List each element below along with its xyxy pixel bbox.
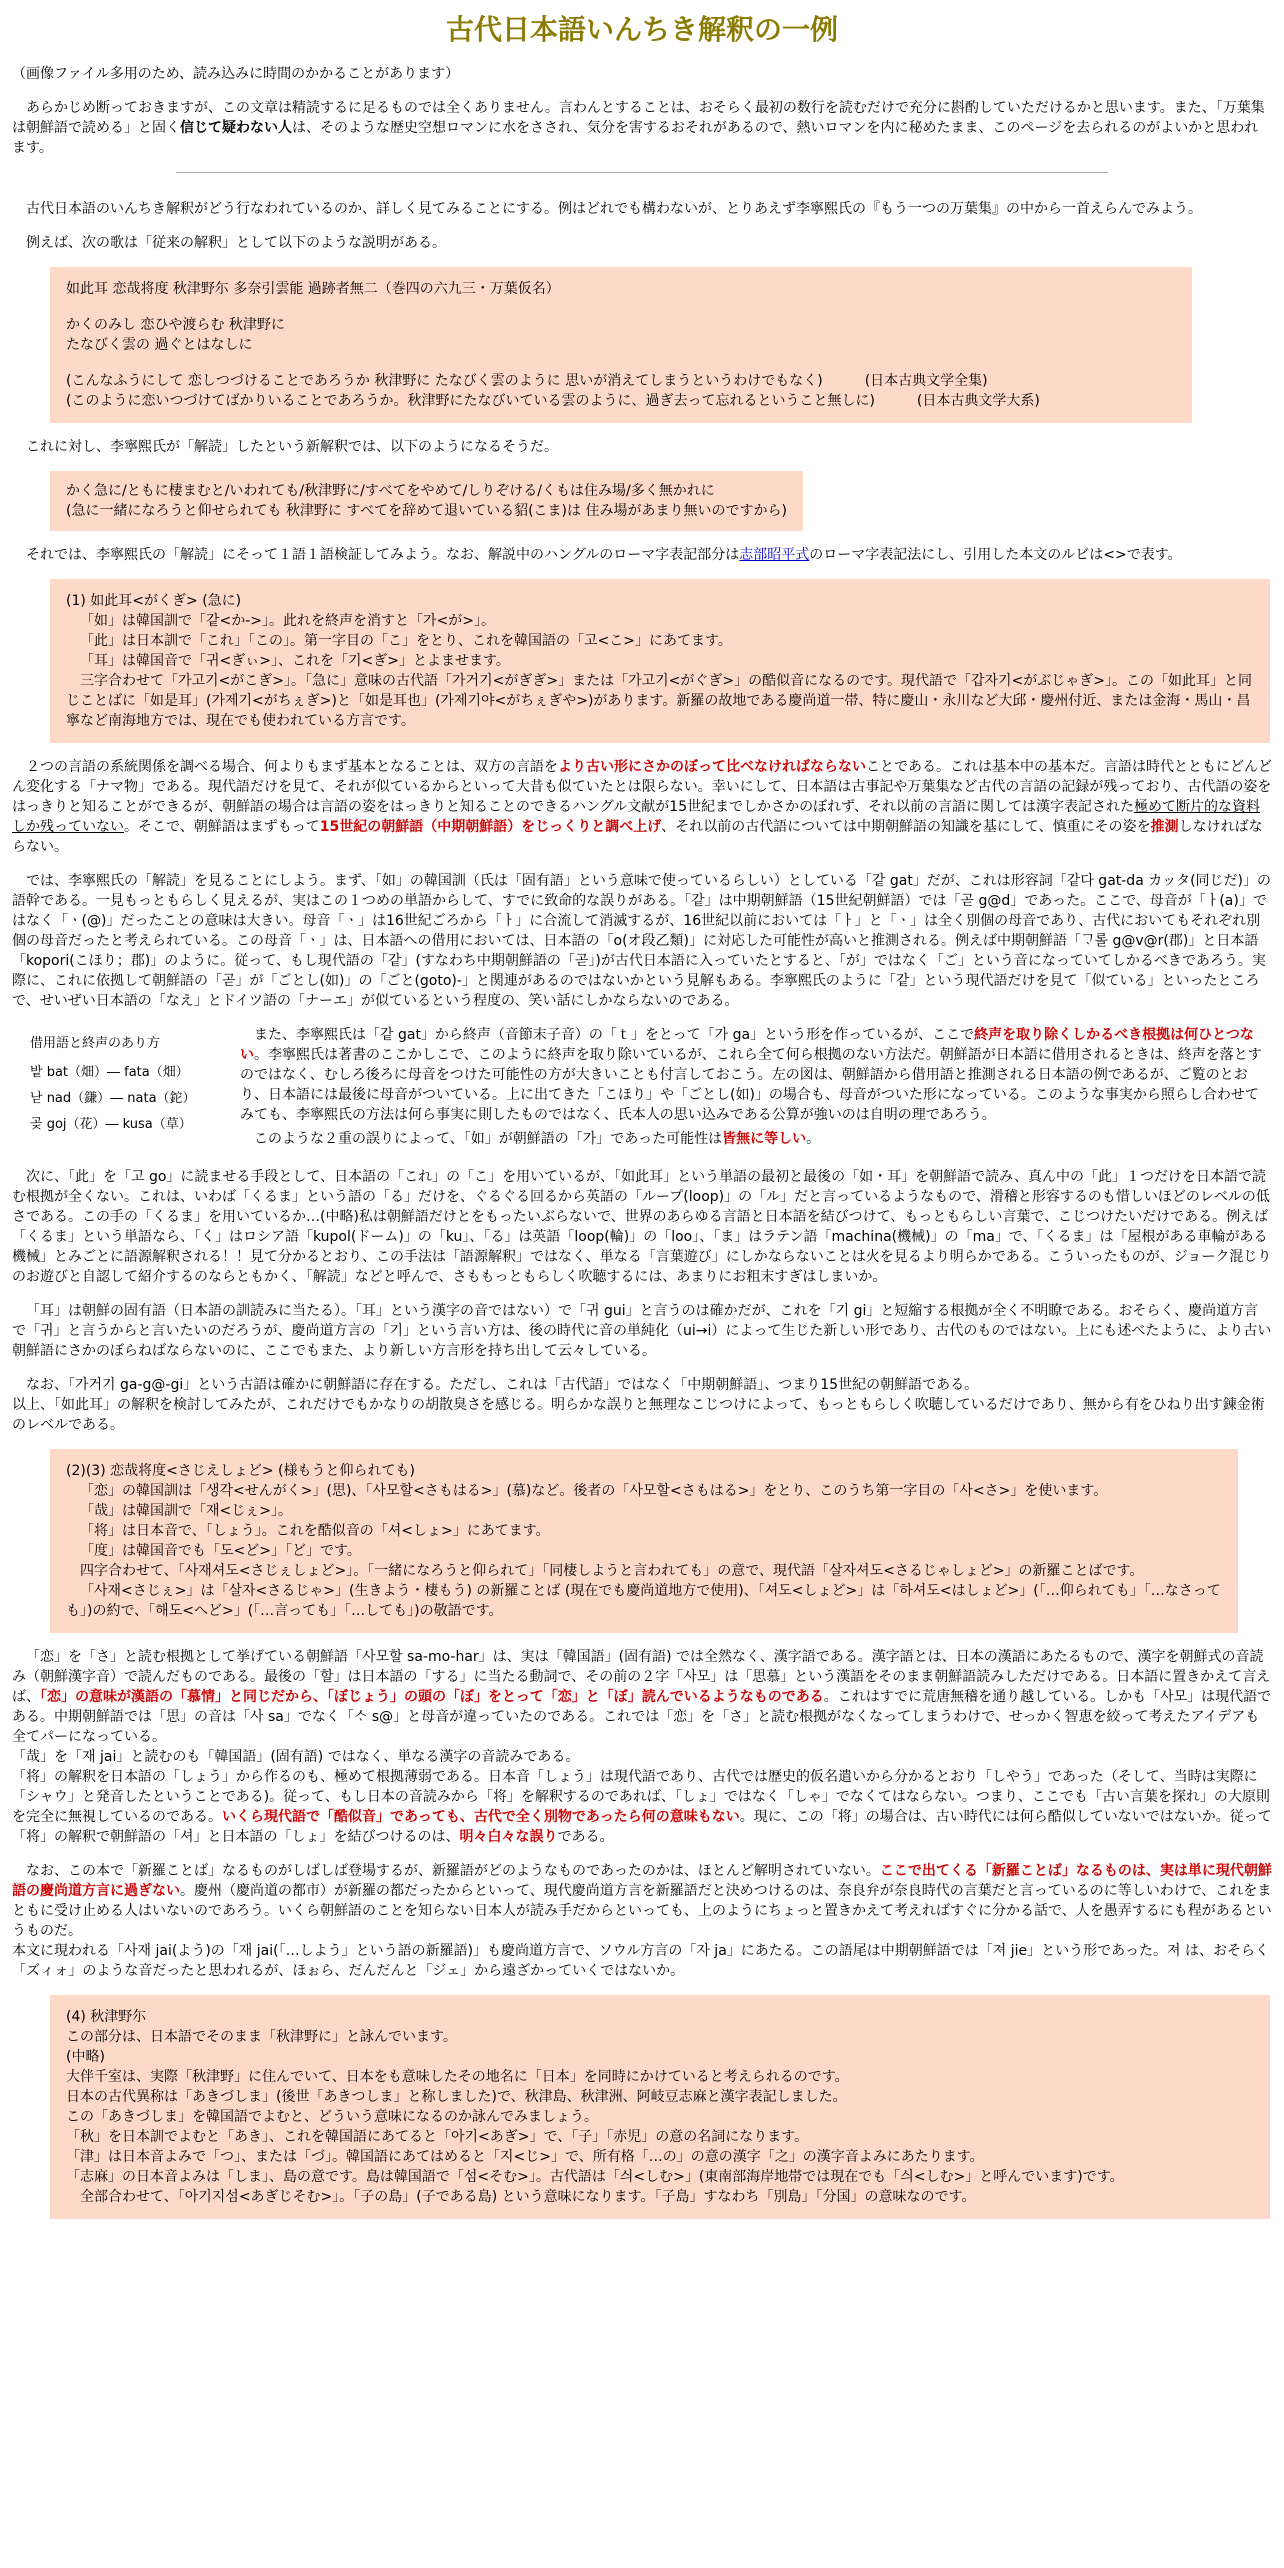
quote-box-new: かく急に/ともに棲まむと/いわれても/秋津野に/すべてをやめて/しりぞける/くもは住み場/多く無かれに (急に一緒になろうと仰せられても 秋津野に すべてを辞めて退いている貂(こま)は 住み場があまり無いのですから) — [50, 471, 803, 531]
paragraph-kore: 次に、「此」を「고 go」に読ませる手段として、日本語の「これ」の「こ」を用いているが、「如此耳」という単語の最初と最後の「如・耳」を朝鮮語で読み、真ん中の「此」１つだけを日本語で読む根拠が全くない。これは、いわば「くるま」という語の「る」だけを、ぐるぐる回るから英語の「ループ(loop)」の「ル」だと言っているようなもので、滑稽と形容するのも惜しいほどのレベルの低さである。この手の「くるま」を用いているか…(中略)私は朝鮮語だけとをもったいぶらないで、世界のあらゆる言語と日本語を結びつけて、もっともらしい言葉で、こじつけたいだけである。例えば「くるま」という単語なら、「く」はロシア語「kupol(ドーム)」の「ku」、「る」は英語「loop(輪)」の「loo」、「ま」はラテン語「machina(機械)」の「ma」で、「くるま」は「屋根がある車輪がある機械」とみごとに語源解釈される！！見て分かるとおり、この手法は「語源解釈」ではなく、単なる「言葉遊び」にしかならないことは火を見るより明らかである。こういったものが、ジョーク混じりのお遊びと自認して紹介するのならともかく、「解読」などと呼んで、さももっともらしく吹聴するには、あまりにお粗末すぎはしまいか。 — [12, 1169, 1272, 1285]
loanword-text: また、李寧熙氏は「같 gat」から終声（音節末子音）の「ｔ」をとって「가 ga」という形を作っているが、ここで終声を取り除くしかるべき根拠は何ひとつない。李寧熙氏は著書のここかしこで、このように終声を取り除いているが、これら全て何ら根拠のない方法だ。朝鮮語が日本語に借用されるときは、終声を落とすのではなく、むしろ後ろに母音をつけた可能性の方が大きいことも付言しておこう。左の図は、朝鮮語から借用語と推測される日本語の例であるが、ご覧のとおり、日本語には最後に母音がついている。上に出てきた「こほり」や「ごとし(如)」の場合も、母音がついた形になっている。このような事実から照らし合わせてみても、李寧熙氏の方法は何ら事実に則したものではなく、氏本人の思い込みである公算が強いのは自明の理であろう。 このような２重の誤りによって、「如」が朝鮮語の「가」であった可能性は皆無に等しい。 — [240, 1027, 1262, 1147]
table-row: 밭 bat（畑）― fata（畑） — [30, 1065, 189, 1080]
intro-paragraph: あらかじめ断っておきますが、この文章は精読するに足るものでは全くありません。言わんとすることは、おそらく最初の数行を読むだけで充分に斟酌していただけるかと思います。また、「万葉集は朝鮮語で読める」と固く信じて疑わない人は、そのような歴史空想ロマンに水をさされ、気分を害するおそれがあるので、熱いロマンを内に秘めたまま、このページを去られるのがよいかと思われます。 — [12, 100, 1265, 156]
paragraph-choose-poem: 古代日本語のいんちき解釈がどう行なわれているのか、詳しく見てみることにする。例はどれでも構わないが、とりあえず李寧熙氏の『もう一つの万葉集』の中から一首えらんでみよう。 — [26, 201, 1202, 217]
paragraph-summary-1: なお、「가거기 ga-g@-gi」という古語は確かに朝鮮語に存在する。ただし、これは「古代語」ではなく「中期朝鮮語」、つまり15世紀の朝鮮語である。 以上、「如此耳」の解釈を検討してみたが、これだけでもかなりの胡散臭さを感じる。明らかな誤りと無理なこじつけによって、もっともらしく吹聴しているだけであり、無から有をひねり出す錬金術のレベルである。 — [12, 1377, 1265, 1433]
romanization-link[interactable]: 志部昭平式 — [739, 547, 810, 563]
paragraph-mimi: 「耳」は朝鮮の固有語（日本語の訓読みに当たる）。「耳」という漢字の音ではない）で「귀 gui」と言うのは確かだが、これを「기 gi」と短縮する根拠が全く不明瞭である。おそらく、慶尚道方言で「귀」と言うからと言いたいのだろうが、慶尚道方言の「기」という言い方は、後の時代に音の単純化（ui→i）によって生じた新しい形であり、古代のものではない。上にも述べたように、より古い朝鮮語にさかのぼらねばならないのに、ここでもまた、より新しい方言形を持ち出して云々している。 — [12, 1303, 1272, 1359]
paragraph-traditional: 例えば、次の歌は「従来の解釈」として以下のような説明がある。 — [26, 235, 446, 251]
loanword-section — [12, 1025, 1272, 1153]
paragraph-new-interpretation: これに対し、李寧熙氏が「解読」したという新解釈では、以下のようになるそうだ。 — [26, 439, 558, 455]
paragraph-silla: なお、この本で「新羅ことば」なるものがしばしば登場するが、新羅語がどのようなものであったのかは、ほとんど解明されていない。ここで出てくる「新羅ことば」なるものは、実は単に現代朝鮮語の慶尚道方言に過ぎない。慶州（慶尚道の都市）が新羅の都だったからといって、現代慶尚道方言を新羅語だと決めつけるのは、奈良弁が奈良時代の言葉だと言っているのに等しいわけで、これをまともに受け止める人はいないのであろう。いくら朝鮮語のことを知らない日本人が読み手だからといっても、上のようにちょっと置きかえて考えればすぐに分かる話で、人を愚弄するにも程があるというものだ。 本文に現われる「사재 jai(よう)の「재 jai(「…しよう」という語の新羅語)」も慶尚道方言で、ソウル方言の「자 ja」にあたる。この語尾は中期朝鮮語では「져 jie」という形であった。져 は、おそらく「ズィォ」のような音だったと思われるが、ほぉら、だんだんと「ジェ」から遠ざかっていくではないか。 — [12, 1863, 1272, 1979]
paragraph-koi: 「恋」を「さ」と読む根拠として挙げている朝鮮語「사모할 sa-mo-har」は、実は「韓国語」(固有語) では全然なく、漢字語である。漢字語とは、日本の漢語にあたるもので、漢字を朝鮮式の音読み（朝鮮漢字音）で読んだものである。最後の「할」は日本語の「する」に当たる動詞で、その前の２字「사모」は「思慕」という漢語をそのまま朝鮮語読みしただけである。日本語に置きかえて言えば、「恋」の意味が漢語の「慕情」と同じだから、「ぼじょう」の頭の「ぼ」をとって「恋」と「ぼ」読んでいるようなものである。これはすでに荒唐無稽を通り越している。しかも「사모」は現代語である。中期朝鮮語では「思」の音は「사 sa」でなく「ᄉᆞ s@」と母音が違っていたのである。これでは「恋」を「さ」と読む根拠がなくなってしまうわけで、せっかく智恵を絞って考えたアイデアも全てパーになっている。 「哉」を「재 jai」と読むのも「韓国語」(固有語) ではなく、単なる漢字の音読みである。 「将」の解釈を日本語の「しょう」から作るのも、極めて根拠薄弱である。日本音「しょう」は現代語であり、古代では歴史的仮名遣いから分かるとおり「しやう」であった（そして、当時は実際に「シャウ」と発音したということである)。従って、もし日本の音読みから「将」を解釈するのであれば、「しょ」ではなく「しゃ」でなくてはならない。つまり、ここでも「古い言葉を探れ」の大原則を完全に無視しているのである。いくら現代語で「酷似音」であっても、古代で全く別物であったら何の意味もない。現に、この「将」の場合は、古い時代には何ら酷似していないではないか。従って「将」の解釈で朝鮮語の「셔」と日本語の「しょ」を結びつけるのは、明々白々な誤りである。 — [12, 1649, 1272, 1845]
page-title: 古代日本語いんちき解釈の一例 — [445, 13, 838, 46]
quote-box-1: (1) 如此耳<がくぎ> (急に) 「如」は韓国訓で「같<か->」。此れを終声を消すと「가<が>」。 「此」は日本訓で「これ」「この」。第一字目の「こ」をとり、これを韓国語の「고<こ>」にあてます。 「耳」は韓国音で「귀<ぎぃ>」、これを「기<ぎ>」とよませます。 三字合わせて「가고기<がこぎ>」。「急に」意味の古代語「가거기<がぎぎ>」または「가고기<がぐぎ>」の酷似音になるのです。現代語で「갑자기<がぶじゃぎ>」。この「如此耳」と同じことばに「如是耳」(가제기<がちぇぎ>)と「如是耳也」(가제기야<がちぇぎや>)があります。新羅の故地である慶尚道一帯、特に慶山・永川など大邱・慶州付近、または金海・馬山・昌寧など南海地方では、現在でも使われている方言です。 — [50, 579, 1270, 743]
paragraph-gat: では、李寧熙氏の「解読」を見ることにしよう。まず、「如」の韓国訓（氏は「固有語」という意味で使っているらしい）としている「같 gat」だが、これは形容詞「같다 gat-da カッタ(同じだ)」の語幹である。一見もっともらしく見えるが、実はこの１つめの単語からして、すでに致命的な誤りがある。「같」は中期朝鮮語（15世紀朝鮮語）では「곧 g@d」であった。ここで、母音が「ㅏ(a)」ではなく「ㆍ(@)」だったことの意味は大きい。母音「ㆍ」は16世紀ごろから「ㅏ」に合流して消滅するが、16世紀以前においては「ㅏ」と「ㆍ」は全く別個の母音であり、古代においてもそれぞれ別個の母音だったと考えられている。この母音「ㆍ」は、日本語への借用においては、日本語の「o(オ段乙類)」に対応した可能性が高いと推測される。例えば中期朝鮮語「ᄀᆞ롤 g@v@r(郡)」と日本語「kopori(こほり；郡)」のように。従って、もし現代語の「같」(すなわち中期朝鮮語の「곧」)が古代日本語に入っていたとすると、「が」ではなく「ご」という音になっていてしかるべきであろう。実際に、これに依拠して朝鮮語の「곧」が「ごとし(如)」の「ごと(goto)-」と関連があるのではないかという見解もある。李寧熙氏のように「같」という現代語だけを見て「似ている」といったところで、せいぜい日本語の「なえ」とドイツ語の「ナーエ」が似ているという程度の、笑い話にしかならないのである。 — [12, 873, 1272, 1009]
table-caption: 借用語と終声のあり方 — [30, 1036, 161, 1051]
paragraph-method: それでは、李寧熙氏の「解読」にそって１語１語検証してみよう。なお、解説中のハングルのローマ字表記部分は志部昭平式のローマ字表記法にし、引用した本文のルビは<>で表す。 — [26, 547, 1182, 563]
loanword-table — [12, 1025, 240, 1153]
table-row: 낟 nad（鎌）― nata（鉈） — [30, 1091, 196, 1106]
quote-box-4: (4) 秋津野尓 この部分は、日本語でそのまま「秋津野に」と詠んでいます。 (中略) 大伴千室は、実際「秋津野」に住んでいて、日本をも意味したその地名に「日本」を同時にかけていると考えられるのです。 日本の古代異称は「あきづしま」(後世「あきつしま」と称しました)で、秋津島、秋津洲、阿岐豆志麻と漢字表記しました。 この「あきづしま」を韓国語でよむと、どういう意味になるのか詠んでみましょう。 「秋」を日本訓でよむと「あき」、これを韓国語にあてると「아기<あぎ>」で、「子」「赤児」の意の名詞になります。 「津」は日本音よみで「つ」、または「づ」。韓国語にあてはめると「지<じ>」で、所有格「…の」の意の漢字「之」の漢字音よみにあたります。 「志麻」の日本音よみは「しま」、島の意です。島は韓国語で「섬<そむ>」。古代語は「싀<しむ>」(東南部海岸地帯では現在でも「싀<しむ>」と呼んでいます)です。 全部合わせて、「아기지섬<あぎじそむ>」。「子の島」(子である島) という意味になります。「子島」すなわち「別島」「分国」の意味なのです。 — [50, 1995, 1270, 2219]
table-row: 곶 goj（花）― kusa（草） — [30, 1117, 192, 1132]
divider — [176, 172, 1108, 173]
quote-box-2-3: (2)(3) 恋哉将度<さじえしょど> (様もうと仰られても) 「恋」の韓国訓は「생각<せんがく>」(思)、「사모할<さもはる>」(慕)など。後者の「사모할<さもはる>」をとり、このうち第一字目の「사<さ>」を使います。 「哉」は韓国訓で「재<じぇ>」。 「将」は日本音で、「しょう」。これを酷似音の「셔<しょ>」にあてます。 「度」は韓国音でも「도<ど>」「ど」です。 四字合わせて、「사재셔도<さじぇしょど>」。「一緒になろうと仰られて」「同棲しようと言われても」の意で、現代語「살자셔도<さるじゃしょど>」の新羅ことばです。 「사재<さじぇ>」は「살자<さるじゃ>」(生きよう・棲もう) の新羅ことば (現在でも慶尚道地方で使用)、「셔도<しょど>」は「하셔도<はしょど>」(「…仰られても」「…なさっても」)の約で、「해도<へど>」(「…言っても」「…しても」)の敬語です。 — [50, 1449, 1238, 1633]
quote-box-traditional: 如此耳 恋哉将度 秋津野尓 多奈引雲能 過跡者無二（巻四の六九三・万葉仮名） かくのみし 恋ひや渡らむ 秋津野に たなびく雲の 過ぐとはなしに (こんなふうにして 恋しつづけることであろうか 秋津野に たなびく雲のように 思いが消えてしまうというわけでもなく) (日本古典文学全集) (このように恋いつづけてばかりいることであろうか。秋津野にたなびいている雲のように、過ぎ去って忘れるということ無しに) (日本古典文学大系) — [50, 267, 1192, 423]
paragraph-principle: ２つの言語の系統関係を調べる場合、何よりもまず基本となることは、双方の言語をより古い形にさかのぼって比べなければならないことである。これは基本中の基本だ。言語は時代とともにどんどん変化する「ナマ物」である。現代語だけを見て、それが似ているからといって大昔も似ていたとは限らない。幸いにして、日本語は古事記や万葉集など古代の言語の記録が残っており、古代語の姿をはっきりと知ることができるが、朝鮮語の場合は言語の姿をはっきりと知ることのできるハングル文献が15世紀までしかさかのぼれず、それ以前の言語に関しては漢字表記された極めて断片的な資料しか残っていない。そこで、朝鮮語はまずもって15世紀の朝鮮語（中期朝鮮語）をじっくりと調べ上げ、それ以前の古代語については中期朝鮮語の知識を基にして、慎重にその姿を推測しなければならない。 — [12, 759, 1272, 855]
loading-notice: （画像ファイル多用のため、読み込みに時間のかかることがあります） — [12, 66, 460, 82]
